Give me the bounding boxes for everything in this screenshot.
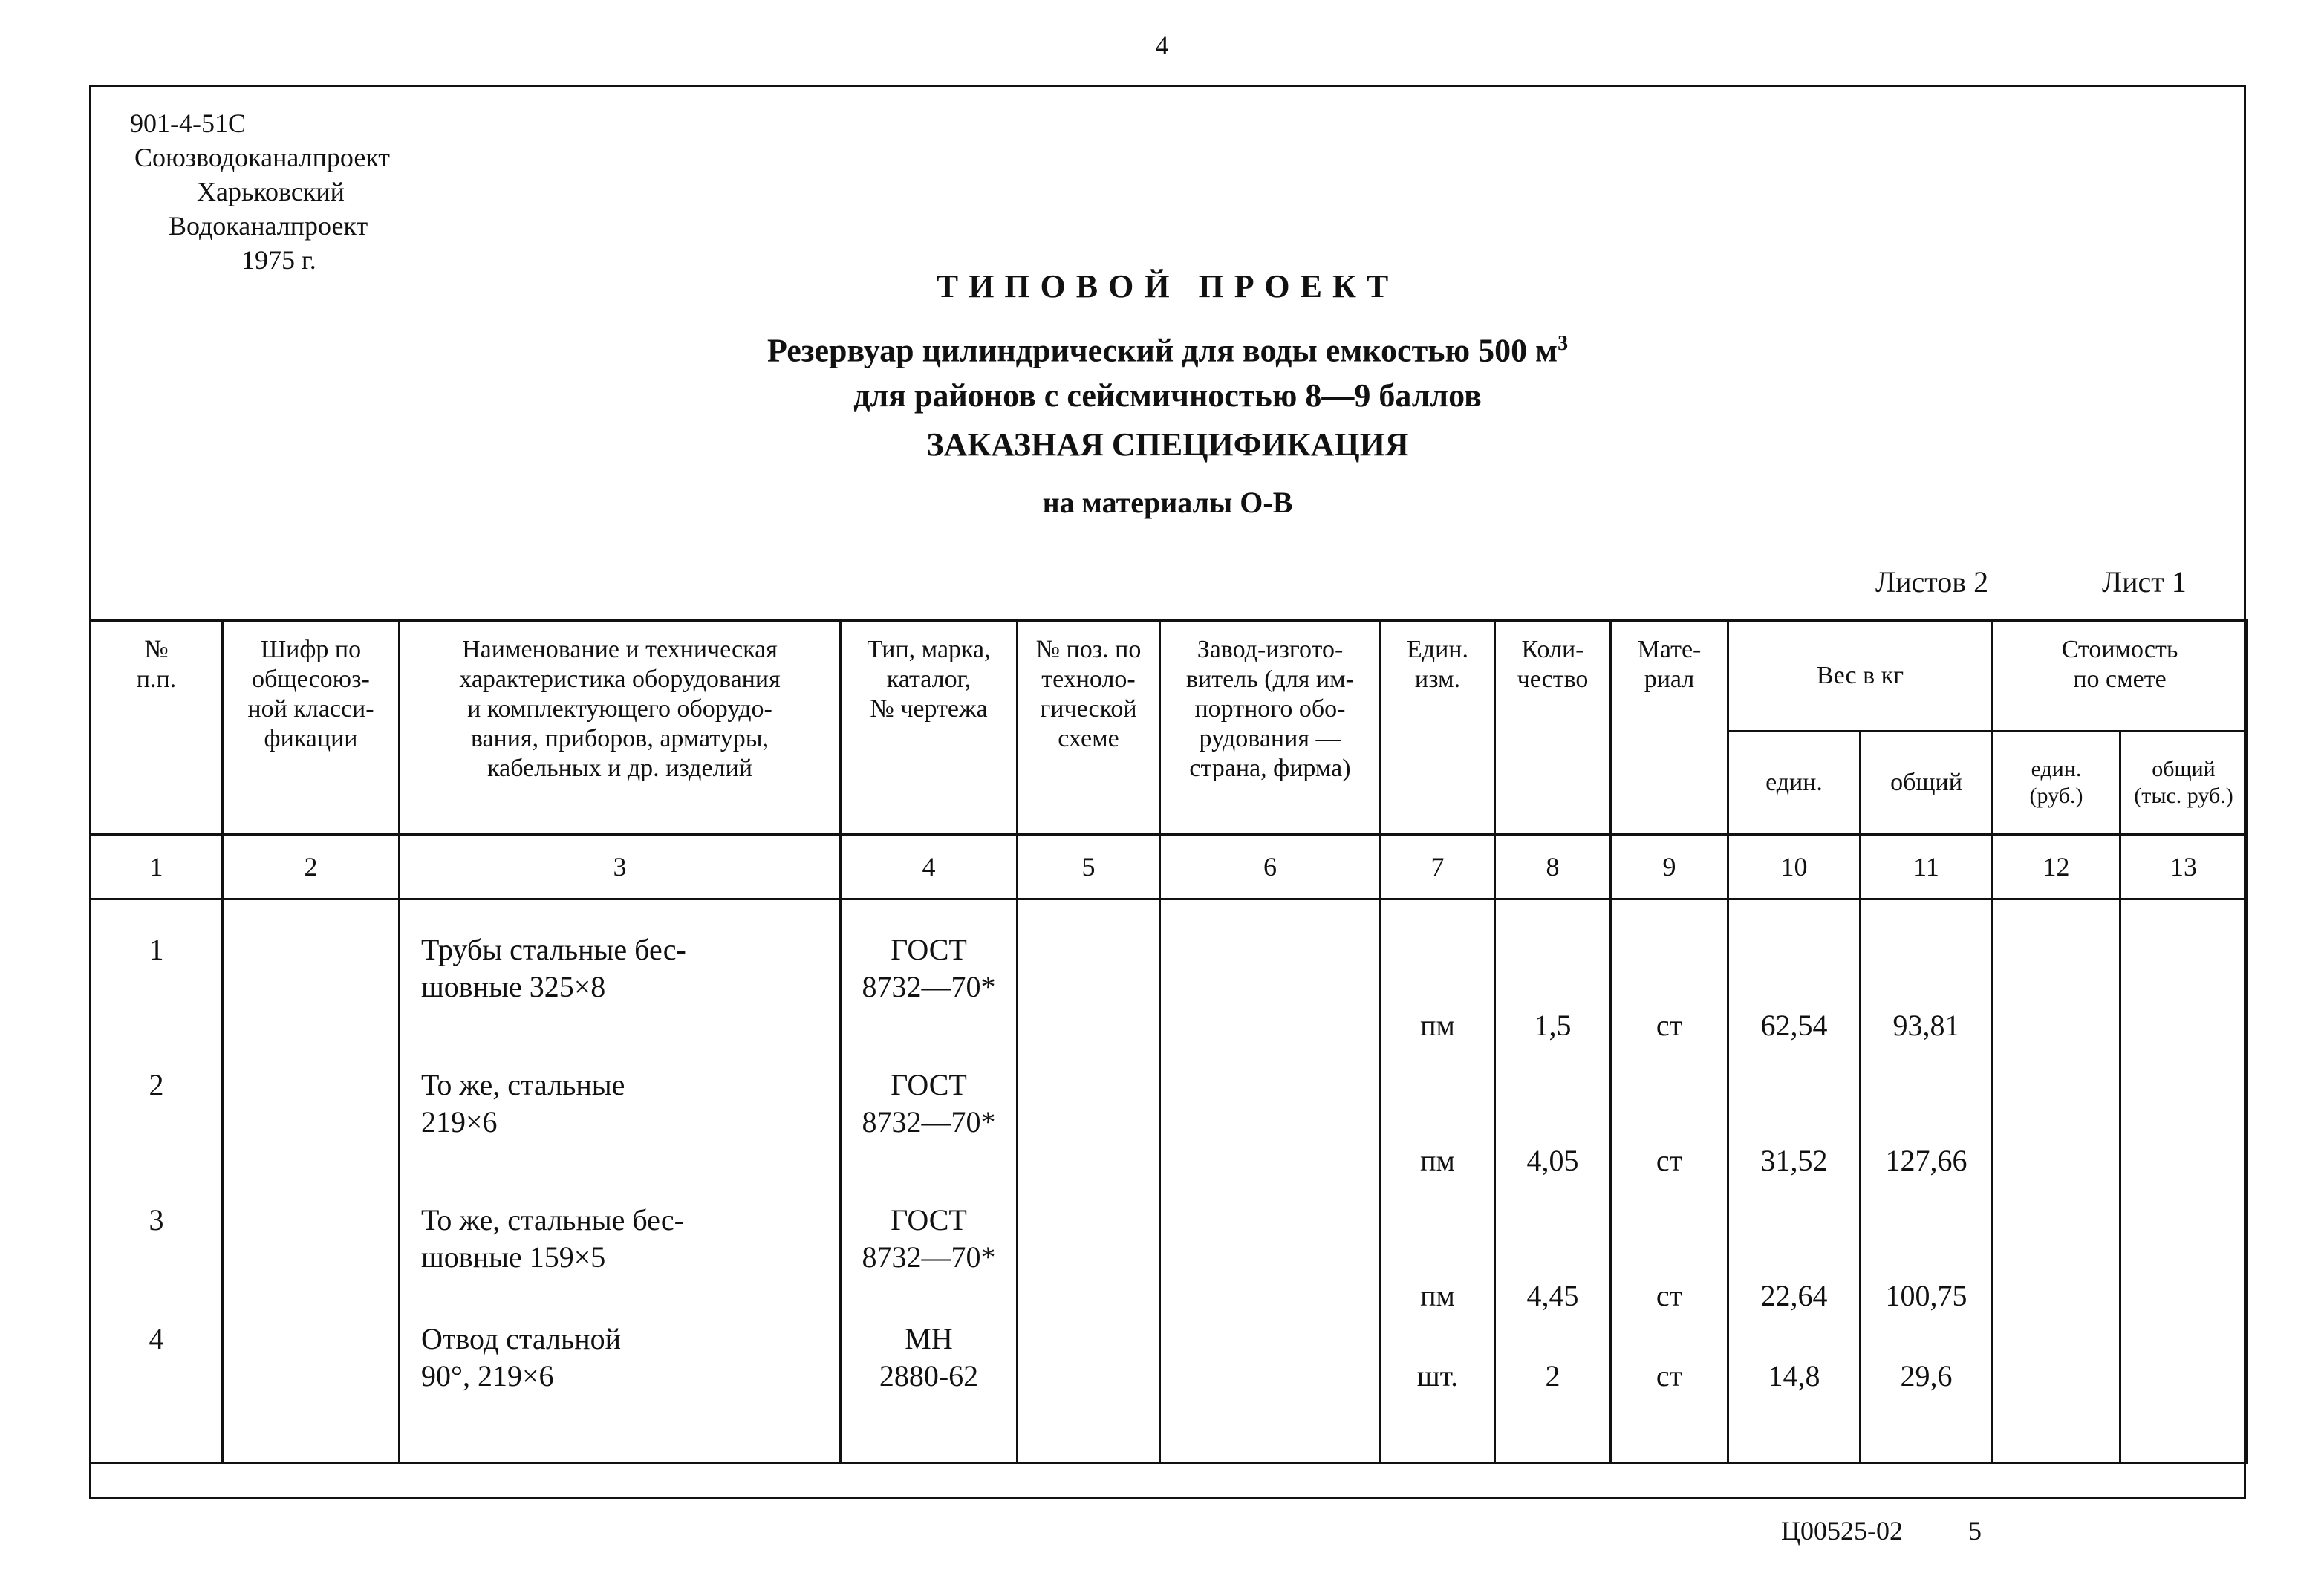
row-unit: шт. (1381, 1321, 1495, 1463)
column-number: 1 (91, 835, 223, 899)
table-row (91, 1321, 2247, 1463)
row-code (223, 1050, 400, 1185)
subject-line1: Резервуар цилиндрический для воды емкостью 500 м (766, 332, 1558, 369)
row-position (1018, 1185, 1160, 1321)
row-number: 2 (91, 1050, 223, 1185)
header-position: № поз. по техноло- гической схеме (1018, 621, 1160, 835)
column-number: 6 (1160, 835, 1381, 899)
row-type: МН 2880-62 (841, 1321, 1018, 1463)
row-code (223, 1185, 400, 1321)
header-quantity: Коли- чество (1495, 621, 1611, 835)
project-code: 901-4-51С (130, 108, 246, 138)
org-line: Харьковский (197, 177, 345, 206)
row-weight-total: 29,6 (1861, 1321, 1993, 1463)
row-material: ст (1611, 1321, 1728, 1463)
sheet-current: Лист 1 (2102, 565, 2187, 599)
header-code: Шифр по общесоюз- ной класси- фикации (223, 621, 400, 835)
column-number: 11 (1861, 835, 1993, 899)
row-name: То же, стальные бес- шовные 159×5 (400, 1185, 841, 1321)
org-year: 1975 г. (241, 245, 316, 275)
subject-superscript: 3 (1558, 332, 1569, 355)
row-number: 4 (91, 1321, 223, 1463)
header-weight-unit: един. (1728, 732, 1861, 835)
row-cost-unit (1993, 1185, 2120, 1321)
row-position (1018, 1050, 1160, 1185)
column-number: 7 (1381, 835, 1495, 899)
org-line: Союзводоканалпроект (134, 143, 391, 172)
row-number: 3 (91, 1185, 223, 1321)
row-code (223, 1321, 400, 1463)
column-number: 8 (1495, 835, 1611, 899)
header-cost-unit: един. (руб.) (1993, 732, 2120, 835)
header-manufacturer: Завод-изгото- витель (для им- портного обо- рудования — страна, фирма) (1160, 621, 1381, 835)
row-material: ст (1611, 1185, 1728, 1321)
row-type: ГОСТ 8732—70* (841, 1050, 1018, 1185)
column-number: 9 (1611, 835, 1728, 899)
row-code (223, 899, 400, 1051)
header-cost-total: общий (тыс. руб.) (2120, 732, 2247, 835)
row-material: ст (1611, 899, 1728, 1051)
row-weight-unit: 14,8 (1728, 1321, 1861, 1463)
document-type: ТИПОВОЙ ПРОЕКТ (936, 268, 1399, 305)
row-type: ГОСТ 8732—70* (841, 1185, 1018, 1321)
page-number: 4 (1155, 30, 1169, 60)
header-material: Мате- риал (1611, 621, 1728, 835)
column-number: 3 (400, 835, 841, 899)
row-manufacturer (1160, 1321, 1381, 1463)
row-cost-total (2120, 1185, 2247, 1321)
row-name: Отвод стальной 90°, 219×6 (400, 1321, 841, 1463)
column-number: 10 (1728, 835, 1861, 899)
row-quantity: 4,05 (1495, 1050, 1611, 1185)
column-number: 5 (1018, 835, 1160, 899)
row-position (1018, 899, 1160, 1051)
specification-table (89, 619, 2248, 1464)
row-manufacturer (1160, 899, 1381, 1051)
row-cost-total (2120, 899, 2247, 1051)
row-cost-unit (1993, 1050, 2120, 1185)
table-row (91, 1185, 2247, 1321)
row-weight-total: 93,81 (1861, 899, 1993, 1051)
row-quantity: 1,5 (1495, 899, 1611, 1051)
subject-line2: для районов с сейсмичностью 8—9 баллов (853, 377, 1482, 414)
column-numbers-row (91, 835, 2247, 899)
row-weight-unit: 31,52 (1728, 1050, 1861, 1185)
header-name: Наименование и техническая характеристика оборудования и комплектующего оборудо- вания, приборов, арматуры, кабельных и др. изделий (400, 621, 841, 835)
column-number: 4 (841, 835, 1018, 899)
header-weight-total: общий (1861, 732, 1993, 835)
header-type: Тип, марка, каталог, № чертежа (841, 621, 1018, 835)
org-line: Водоканалпроект (169, 211, 368, 241)
row-unit: пм (1381, 899, 1495, 1051)
header-number: № п.п. (91, 621, 223, 835)
row-weight-total: 127,66 (1861, 1050, 1993, 1185)
footer-document-code: Ц00525-02 (1781, 1516, 1903, 1546)
header-cost-group: Стоимость по смете (1993, 621, 2247, 732)
row-position (1018, 1321, 1160, 1463)
row-cost-total (2120, 1321, 2247, 1463)
row-number: 1 (91, 899, 223, 1051)
row-weight-unit: 62,54 (1728, 899, 1861, 1051)
column-number: 12 (1993, 835, 2120, 899)
document-subject (89, 322, 2246, 418)
row-weight-unit: 22,64 (1728, 1185, 1861, 1321)
column-number: 13 (2120, 835, 2247, 899)
footer-page-number: 5 (1968, 1516, 1982, 1546)
row-quantity: 4,45 (1495, 1185, 1611, 1321)
column-number: 2 (223, 835, 400, 899)
organization-block (130, 106, 390, 277)
row-unit: пм (1381, 1185, 1495, 1321)
sheets-total: Листов 2 (1875, 565, 1989, 599)
row-weight-total: 100,75 (1861, 1185, 1993, 1321)
header-weight-group: Вес в кг (1728, 621, 1993, 732)
table-row (91, 1050, 2247, 1185)
row-type: ГОСТ 8732—70* (841, 899, 1018, 1051)
row-material: ст (1611, 1050, 1728, 1185)
row-quantity: 2 (1495, 1321, 1611, 1463)
row-cost-unit (1993, 899, 2120, 1051)
row-manufacturer (1160, 1050, 1381, 1185)
document-kind: ЗАКАЗНАЯ СПЕЦИФИКАЦИЯ (926, 426, 1409, 463)
row-manufacturer (1160, 1185, 1381, 1321)
document-subtitle: на материалы О-В (1042, 486, 1293, 519)
row-name: Трубы стальные бес- шовные 325×8 (400, 899, 841, 1051)
row-cost-unit (1993, 1321, 2120, 1463)
header-unit: Един. изм. (1381, 621, 1495, 835)
table-row (91, 899, 2247, 1051)
row-name: То же, стальные 219×6 (400, 1050, 841, 1185)
row-cost-total (2120, 1050, 2247, 1185)
row-unit: пм (1381, 1050, 1495, 1185)
